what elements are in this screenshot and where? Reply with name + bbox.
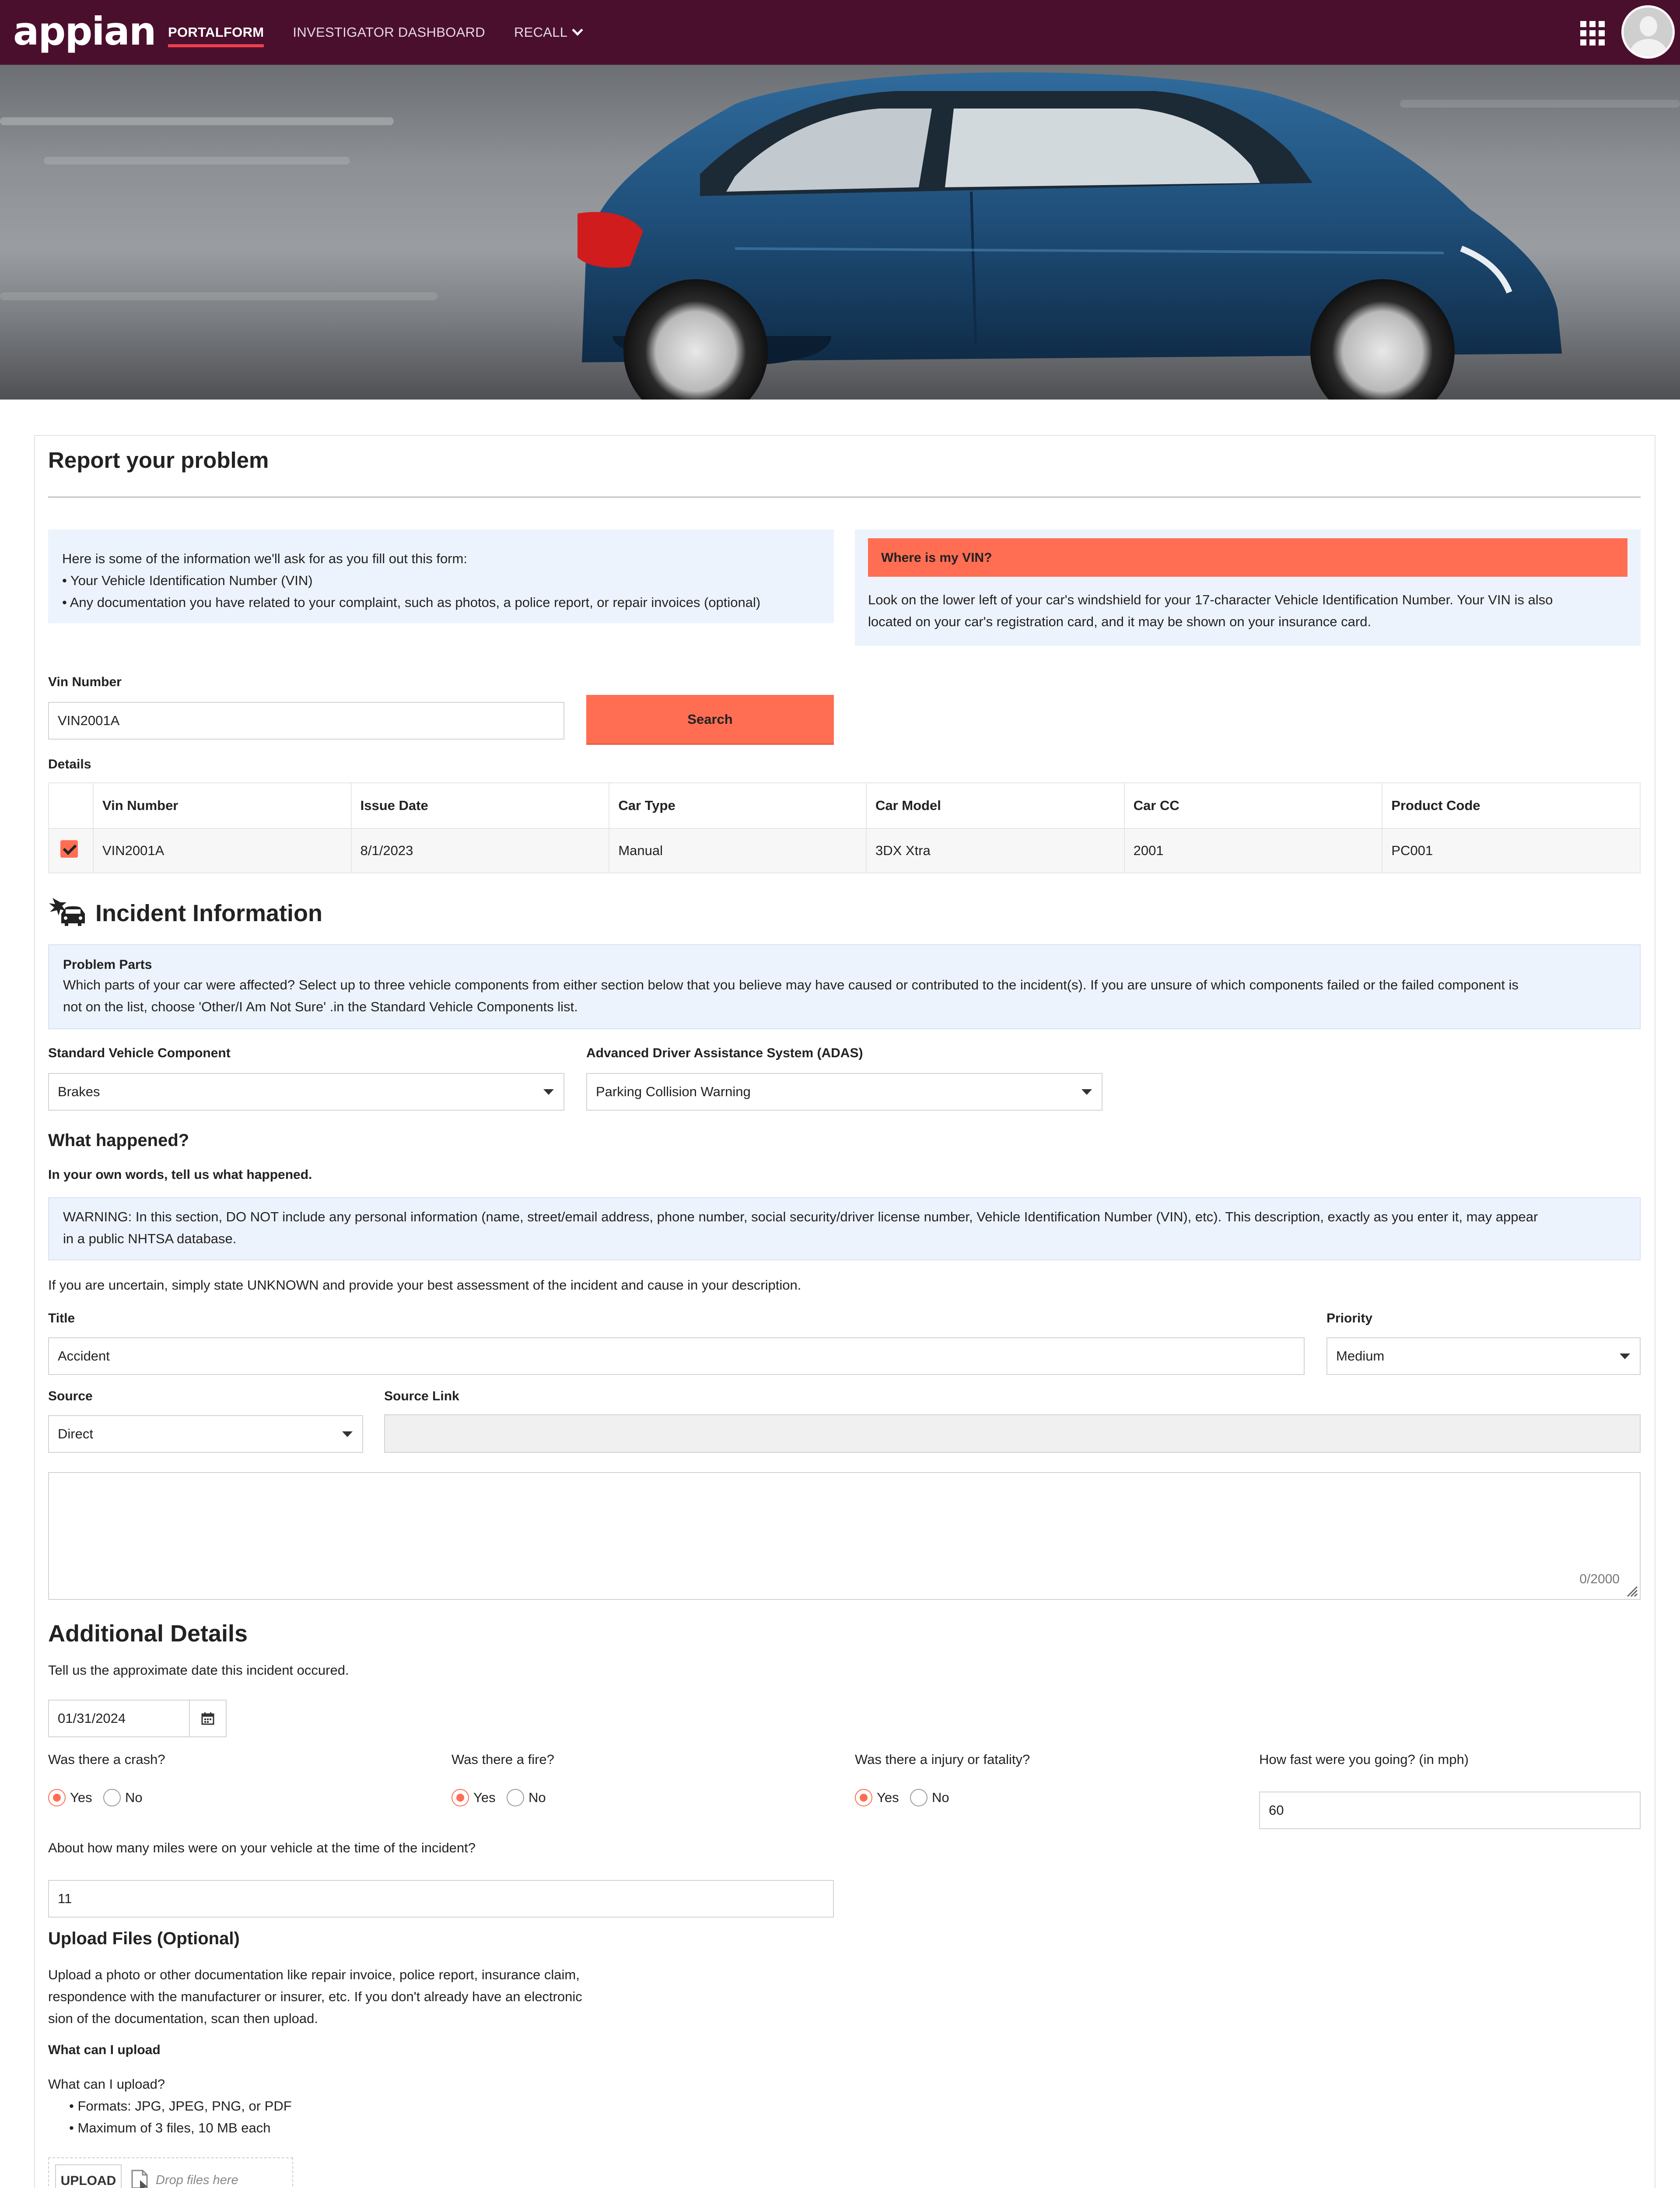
radio-selected-icon (452, 1789, 469, 1806)
table-header-row (49, 783, 1640, 828)
file-upload-dropzone[interactable] (48, 2157, 293, 2188)
priority-select[interactable] (1326, 1337, 1641, 1375)
vin-help-line1: Look on the lower left of your car's windshield for your 17-character Vehicle Identification Number. Your VIN is also (868, 592, 1553, 607)
vin-number-input[interactable]: VIN2001A (48, 702, 564, 740)
injury-no-radio[interactable] (910, 1789, 949, 1806)
details-label: Details (48, 757, 91, 771)
appian-logo[interactable]: appian (13, 9, 156, 54)
vin-help-box (855, 529, 1641, 646)
adas-select[interactable] (586, 1073, 1102, 1111)
table-cell: PC001 (1382, 828, 1640, 873)
crash-question: Was there a crash? (48, 1752, 165, 1767)
calendar-button[interactable] (189, 1700, 227, 1737)
fire-yes-radio[interactable] (452, 1789, 496, 1806)
table-header[interactable]: Car Model (866, 783, 1124, 828)
vin-help-title: Where is my VIN? (881, 551, 992, 565)
calendar-icon (201, 1712, 214, 1725)
warning-line1: WARNING: In this section, DO NOT include any personal information (name, street/email address, phone number, social security/driver license number, Vehicle Identification Number (VIN), etc). This description, exactly as you enter it, may appear (63, 1209, 1538, 1224)
table-row[interactable] (49, 828, 1640, 873)
priority-label: Priority (1326, 1311, 1373, 1325)
table-header[interactable]: Car Type (609, 783, 866, 828)
adas-label: Advanced Driver Assistance System (ADAS) (586, 1046, 863, 1060)
intro-bullet-vin: • Your Vehicle Identification Number (VIN) (62, 573, 313, 588)
speed-input[interactable]: 60 (1259, 1792, 1641, 1829)
table-cell: 2001 (1124, 828, 1382, 873)
top-navigation-bar (0, 0, 1680, 65)
title-label: Title (48, 1311, 75, 1325)
radio-selected-icon (855, 1789, 872, 1806)
fire-question: Was there a fire? (452, 1752, 554, 1767)
chevron-down-icon (572, 25, 583, 35)
nav-recall-label: RECALL (514, 25, 568, 40)
user-avatar-icon[interactable] (1621, 5, 1675, 59)
page-title: Report your problem (48, 448, 269, 473)
chevron-down-icon (342, 1431, 353, 1437)
report-form-card (34, 435, 1656, 2188)
crash-no-radio[interactable] (103, 1789, 143, 1806)
table-cell: Manual (609, 828, 866, 873)
date-prompt: Tell us the approximate date this incident occured. (48, 1662, 349, 1678)
source-select[interactable] (48, 1415, 363, 1453)
adas-value: Parking Collision Warning (596, 1084, 751, 1099)
radio-label: Yes (877, 1790, 899, 1805)
radio-unselected-icon (910, 1789, 928, 1806)
nav-portalform[interactable]: PORTALFORM (168, 0, 264, 65)
source-value: Direct (58, 1426, 93, 1441)
table-header[interactable]: Vin Number (93, 783, 351, 828)
upload-desc-line2: respondence with the manufacturer or insurer, etc. If you don't already have an electronic (48, 1989, 582, 2004)
problem-parts-box (48, 944, 1641, 1029)
vehicle-details-table (48, 782, 1641, 873)
source-link-input[interactable] (384, 1414, 1641, 1453)
hero-banner (0, 65, 1680, 400)
title-input[interactable]: Accident (48, 1337, 1305, 1375)
source-label: Source (48, 1389, 93, 1403)
table-cell: 3DX Xtra (866, 828, 1124, 873)
radio-label: No (528, 1790, 546, 1805)
speed-question: How fast were you going? (in mph) (1259, 1752, 1469, 1767)
standard-component-label: Standard Vehicle Component (48, 1046, 231, 1060)
standard-component-select[interactable] (48, 1073, 564, 1111)
incident-date-input[interactable]: 01/31/2024 (48, 1700, 190, 1737)
upload-max: • Maximum of 3 files, 10 MB each (69, 2120, 271, 2135)
additional-details-heading: Additional Details (48, 1620, 248, 1647)
problem-parts-line1: Which parts of your car were affected? Select up to three vehicle components from either section below that you believe may have caused or contributed to the incident(s). If you are unsure of which components failed or the failed component is (63, 977, 1519, 992)
radio-selected-icon (48, 1789, 66, 1806)
nav-recall[interactable] (514, 0, 581, 65)
miles-input[interactable]: 11 (48, 1880, 834, 1918)
miles-question: About how many miles were on your vehicle at the time of the incident? (48, 1840, 476, 1855)
nav-investigator-dashboard[interactable]: INVESTIGATOR DASHBOARD (293, 25, 485, 40)
radio-label: No (125, 1790, 143, 1805)
upload-desc-line1: Upload a photo or other documentation like repair invoice, police report, insurance claim, (48, 1967, 580, 1982)
radio-label: Yes (473, 1790, 496, 1805)
upload-formats: • Formats: JPG, JPEG, PNG, or PDF (69, 2098, 292, 2114)
table-header-select (49, 783, 93, 828)
table-header[interactable]: Product Code (1382, 783, 1640, 828)
uncertain-note: If you are uncertain, simply state UNKNOWN and provide your best assessment of the incident and cause in your description. (48, 1277, 802, 1293)
intro-lead: Here is some of the information we'll ask for as you fill out this form: (62, 551, 467, 566)
upload-heading: Upload Files (Optional) (48, 1929, 240, 1948)
grid-icon[interactable] (1580, 21, 1605, 46)
table-header[interactable]: Car CC (1124, 783, 1382, 828)
drop-files-hint: Drop files here (156, 2173, 238, 2187)
vin-help-line2: located on your car's registration card, and it may be shown on your insurance card. (868, 614, 1372, 629)
what-can-upload-question: What can I upload? (48, 2076, 165, 2092)
search-button[interactable]: Search (586, 695, 834, 745)
injury-question: Was there a injury or fatality? (855, 1752, 1030, 1767)
chevron-down-icon (1620, 1353, 1630, 1359)
problem-parts-line2: not on the list, choose 'Other/I Am Not Sure' .in the Standard Vehicle Components list. (63, 999, 578, 1014)
table-cell: 8/1/2023 (351, 828, 609, 873)
radio-label: Yes (70, 1790, 92, 1805)
warning-box (48, 1197, 1641, 1260)
chevron-down-icon (543, 1089, 554, 1095)
warning-line2: in a public NHTSA database. (63, 1231, 237, 1246)
crash-yes-radio[interactable] (48, 1789, 92, 1806)
chevron-down-icon (1082, 1089, 1092, 1095)
radio-unselected-icon (103, 1789, 121, 1806)
what-can-upload-bold: What can I upload (48, 2043, 161, 2057)
radio-unselected-icon (507, 1789, 524, 1806)
incident-heading: Incident Information (95, 900, 322, 926)
char-counter: 0/2000 (1579, 1572, 1620, 1586)
upload-button[interactable]: UPLOAD (55, 2164, 122, 2188)
what-happened-subheading: In your own words, tell us what happened. (48, 1168, 312, 1182)
source-link-label: Source Link (384, 1389, 459, 1403)
radio-label: No (932, 1790, 949, 1805)
fire-no-radio[interactable] (507, 1789, 546, 1806)
injury-yes-radio[interactable] (855, 1789, 899, 1806)
title-divider (48, 496, 1641, 498)
resize-handle-icon[interactable] (1625, 1584, 1638, 1597)
table-cell: VIN2001A (93, 828, 351, 873)
car-image (0, 65, 1680, 400)
upload-desc-line3: sion of the documentation, scan then upload. (48, 2011, 318, 2026)
intro-info-box (48, 529, 834, 623)
main-nav (168, 0, 610, 65)
priority-value: Medium (1336, 1348, 1385, 1364)
row-select-checkbox[interactable] (60, 840, 78, 858)
problem-parts-title: Problem Parts (63, 957, 152, 972)
file-drop-icon (130, 2170, 150, 2188)
what-happened-heading: What happened? (48, 1131, 189, 1150)
table-header[interactable]: Issue Date (351, 783, 609, 828)
vin-help-header (868, 538, 1628, 577)
car-crash-icon (48, 894, 87, 929)
description-textarea[interactable] (48, 1472, 1641, 1600)
vin-number-label: Vin Number (48, 675, 122, 689)
intro-bullet-docs: • Any documentation you have related to your complaint, such as photos, a police report, or repair invoices (optional) (62, 595, 761, 610)
standard-component-value: Brakes (58, 1084, 100, 1099)
